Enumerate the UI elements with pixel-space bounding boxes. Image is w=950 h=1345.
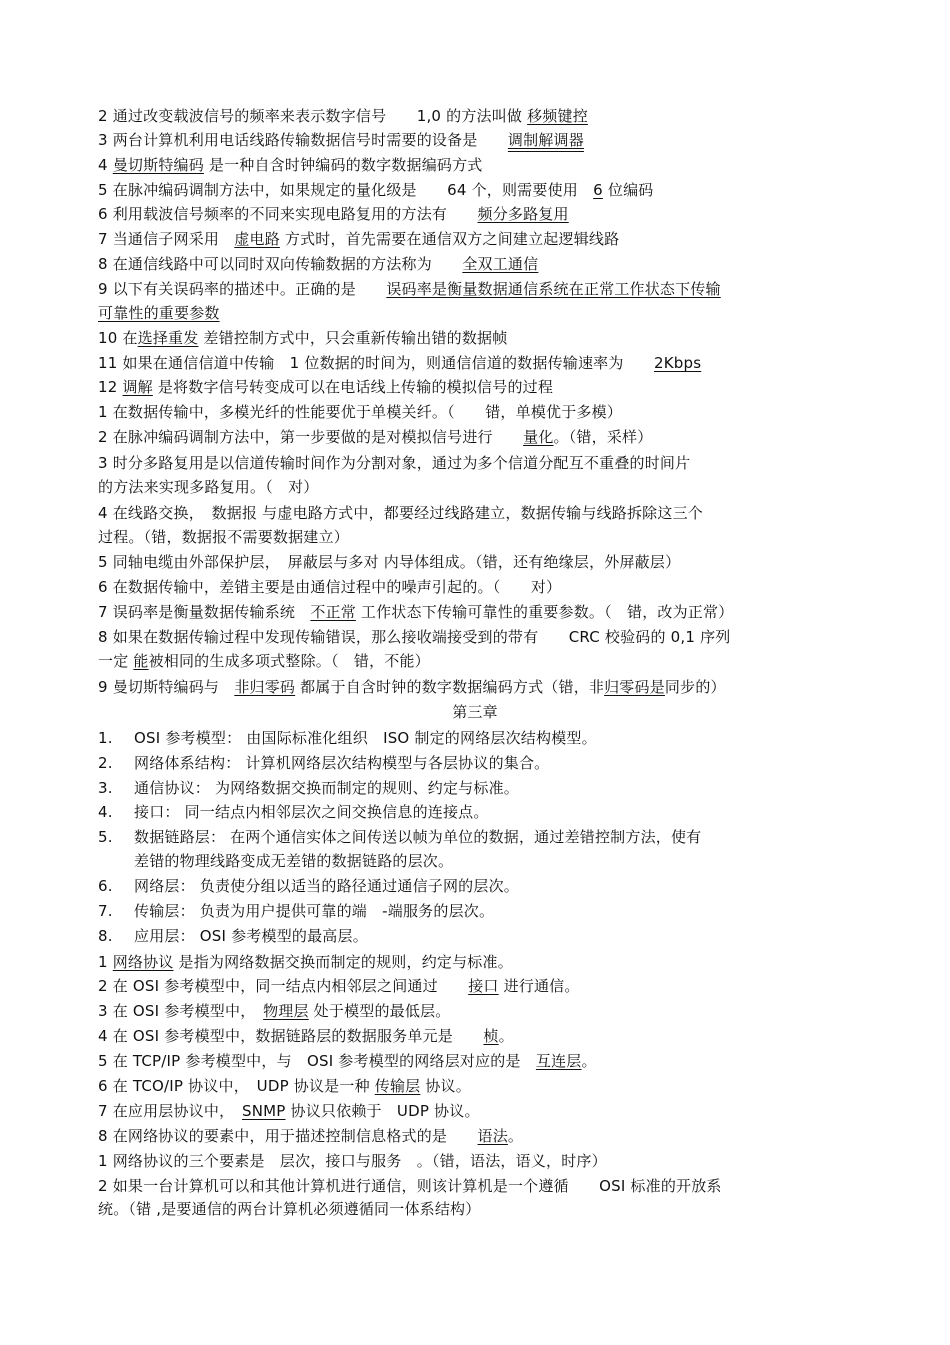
text-line [98,900,494,922]
text-segment: 应用层： OSI 参考模型的最高层。 [134,927,368,945]
text-line [98,801,489,823]
list-number: 4. [98,803,113,821]
text-segment: 过程。（错，数据报不需要数据建立） [98,528,349,546]
underlined-answer: 调解 [122,378,153,396]
text-line [98,1125,523,1147]
text-segment: 一定 [98,652,134,670]
text-line [98,975,580,997]
underlined-answer: 可靠性的重要参数 [98,304,220,322]
underlined-answer: 非归零码 [234,678,296,696]
text-line [98,154,483,176]
list-number: 8. [98,927,113,945]
text-segment: 工作状态下传输可靠性的重要参数。（ 错，改为正常） [355,603,734,621]
text-line [98,1198,480,1220]
text-segment: 网络层： 负责使分组以适当的路径通过通信子网的层次。 [134,877,519,895]
text-line [98,502,703,524]
text-line [98,105,588,127]
text-line [98,951,513,973]
text-segment: 位编码 [602,181,654,199]
text-line [98,476,319,498]
text-segment: 3 两台计算机利用电话线路传输数据信号时需要的设备是 [98,131,508,149]
underlined-answer: 传输层 [374,1077,421,1095]
underlined-answer: 6 [593,181,603,199]
text-segment: 第三章 [452,703,498,721]
text-line [98,327,507,349]
text-segment: 6 在 TCO/IP 协议中， UDP 协议是一种 [98,1077,375,1095]
underlined-answer: SNMP [242,1102,286,1120]
text-segment: 9 曼切斯特编码与 [98,678,235,696]
text-segment: 12 [98,378,123,396]
underlined-answer: 不正常 [310,603,356,621]
underlined-answer: 曼切斯特编码 [112,156,204,174]
text-line [98,727,597,749]
text-segment: 2 在脉冲编码调制方法中，第一步要做的是对模拟信号进行 [98,428,524,446]
text-segment: 同步的） [664,678,726,696]
text-line [98,1000,451,1022]
text-segment: 2 在 OSI 参考模型中，同一结点内相邻层之间通过 [98,977,469,995]
text-line [134,850,453,872]
text-segment: 。 [581,1052,597,1070]
text-segment: 。 [498,1027,514,1045]
text-line [98,1175,722,1197]
text-line [98,777,519,799]
text-segment: 是将数字信号转变成可以在电话线上传输的模拟信号的过程 [152,378,554,396]
text-segment: 3 时分多路复用是以信道传输时间作为分割对象，通过为多个信道分配互不重叠的时间片 [98,454,691,472]
text-line [98,752,549,774]
text-segment: 9 以下有关误码率的描述中。正确的是 [98,280,387,298]
text-segment: 6 在数据传输中，差错主要是由通信过程中的噪声引起的。（ 对） [98,578,562,596]
text-segment: 。 [507,1127,524,1145]
text-segment: 接口： 同一结点内相邻层次之间交换信息的连接点。 [134,803,489,821]
text-segment: 都属于自含时钟的数字数据编码方式（错，非 [295,678,605,696]
text-segment: 是指为网络数据交换而制定的规则，约定与标准。 [173,953,513,971]
text-line [98,676,726,698]
underlined-answer: 语法 [477,1127,508,1145]
text-line [98,228,619,250]
text-segment: 数据链路层： 在两个通信实体之间传送以帧为单位的数据，通过差错控制方法，使有 [134,828,702,846]
list-number: 1. [98,729,113,747]
text-line [98,875,519,897]
text-segment: 5 同轴电缆由外部保护层， 屏蔽层与多对 内导体组成。（错，还有绝缘层，外屏蔽层） [98,553,681,571]
underlined-answer: 移频键控 [527,107,588,125]
list-number: 7. [98,902,113,920]
text-segment: 7 误码率是衡量数据传输系统 [98,603,311,621]
text-segment: 1 在数据传输中，多模光纤的性能要优于单模关纤。（ 错，单模优于多模） [98,403,623,421]
text-line [98,179,654,201]
underlined-answer: 量化 [523,428,554,446]
underlined-answer: 虚电路 [234,230,280,248]
text-segment: 7 在应用层协议中， [98,1102,243,1120]
text-segment: 10 在 [98,329,138,347]
text-segment: OSI 参考模型： 由国际标准化组织 ISO 制定的网络层次结构模型。 [134,729,597,747]
underlined-answer: 归零码是 [604,678,665,696]
underlined-answer: 选择重发 [137,329,199,347]
text-line [98,129,584,151]
text-line [98,203,569,225]
text-line [98,526,349,548]
text-line [98,401,622,423]
text-segment: 网络体系结构： 计算机网络层次结构模型与各层协议的集合。 [134,754,550,772]
text-line [98,426,652,448]
text-segment: 2 通过改变载波信号的频率来表示数字信号 1,0 的方法叫做 [98,107,528,125]
text-line [98,1075,471,1097]
text-line [98,1100,480,1122]
text-segment: 方式时，首先需要在通信双方之间建立起逻辑线路 [279,230,620,248]
underlined-answer: 桢 [483,1027,499,1045]
text-segment: 7 当通信子网采用 [98,230,235,248]
text-line [98,925,368,947]
text-line [98,376,553,398]
text-line [98,278,721,300]
text-segment: 6 利用载波信号频率的不同来实现电路复用的方法有 [98,205,478,223]
underlined-answer: 频分多路复用 [477,205,569,223]
text-line [98,626,731,648]
text-segment: 5 在脉冲编码调制方法中，如果规定的量化级是 64 个，则需要使用 [98,181,594,199]
list-number: 6. [98,877,113,895]
text-line [98,650,430,672]
underlined-answer: 2Kbps [653,354,702,372]
underlined-answer: 调制解调器 [507,131,584,149]
text-segment: 1 [98,953,113,971]
text-segment: 3 在 OSI 参考模型中， [98,1002,264,1020]
text-line [98,452,690,474]
text-segment: 通信协议： 为网络数据交换而制定的规则、约定与标准。 [134,779,519,797]
underlined-answer: 误码率是衡量数据通信系统在正常工作状态下传输 [386,280,721,298]
list-number: 3. [98,779,113,797]
underlined-answer: 能 [133,652,149,670]
text-segment: 的方法来实现多路复用。（ 对） [98,478,319,496]
text-segment: 4 在 OSI 参考模型中，数据链路层的数据服务单元是 [98,1027,484,1045]
list-number: 5. [98,828,113,846]
text-segment: 被相同的生成多项式整除。（ 错，不能） [148,652,430,670]
text-segment: 11 如果在通信信道中传输 1 位数据的时间为，则通信信道的数据传输速率为 [98,354,654,372]
text-segment: 5 在 TCP/IP 参考模型中，与 OSI 参考模型的网络层对应的是 [98,1052,536,1070]
text-segment: 传输层： 负责为用户提供可靠的端 -端服务的层次。 [134,902,495,920]
text-segment: 进行通信。 [498,977,580,995]
text-segment: 2 如果一台计算机可以和其他计算机进行通信，则该计算机是一个遵循 OSI 标准的开放系 [98,1177,722,1195]
text-line [98,253,538,275]
text-segment: 协议只依赖于 UDP 协议。 [285,1102,480,1120]
text-line [98,551,680,573]
text-segment: 8 如果在数据传输过程中发现传输错误，那么接收端接受到的带有 CRC 校验码的 0,1 序列 [98,628,731,646]
text-line [98,576,561,598]
text-segment: 协议。 [420,1077,471,1095]
text-line [98,601,733,623]
text-segment: 差错控制方式中，只会重新传输出错的数据帧 [198,329,508,347]
underlined-answer: 网络协议 [112,953,174,971]
text-segment: 差错的物理线路变成无差错的数据链路的层次。 [134,852,454,870]
underlined-answer: 物理层 [263,1002,309,1020]
text-segment: 是一种自含时钟编码的数字数据编码方式 [203,156,483,174]
text-segment: 8 在通信线路中可以同时双向传输数据的方法称为 [98,255,463,273]
text-segment: 。（错，采样） [553,428,653,446]
text-line [98,352,701,374]
chapter-heading [0,701,950,723]
text-line [98,1150,607,1172]
list-number: 2. [98,754,113,772]
text-segment: 4 [98,156,113,174]
underlined-answer: 全双工通信 [462,255,539,273]
text-line [98,302,220,324]
text-segment: 8 在网络协议的要素中，用于描述控制信息格式的是 [98,1127,478,1145]
text-segment: 统。（错 ,是要通信的两台计算机必须遵循同一体系结构） [98,1200,481,1218]
text-line [98,1025,514,1047]
text-segment: 1 网络协议的三个要素是 层次，接口与服务 。（错，语法，语义，时序） [98,1152,607,1170]
underlined-answer: 接口 [468,977,499,995]
text-line [98,1050,597,1072]
text-segment: 处于模型的最低层。 [308,1002,451,1020]
text-line [98,826,701,848]
underlined-answer: 互连层 [535,1052,582,1070]
text-segment: 4 在线路交换， 数据报 与虚电路方式中，都要经过线路建立，数据传输与线路拆除这三个 [98,504,703,522]
